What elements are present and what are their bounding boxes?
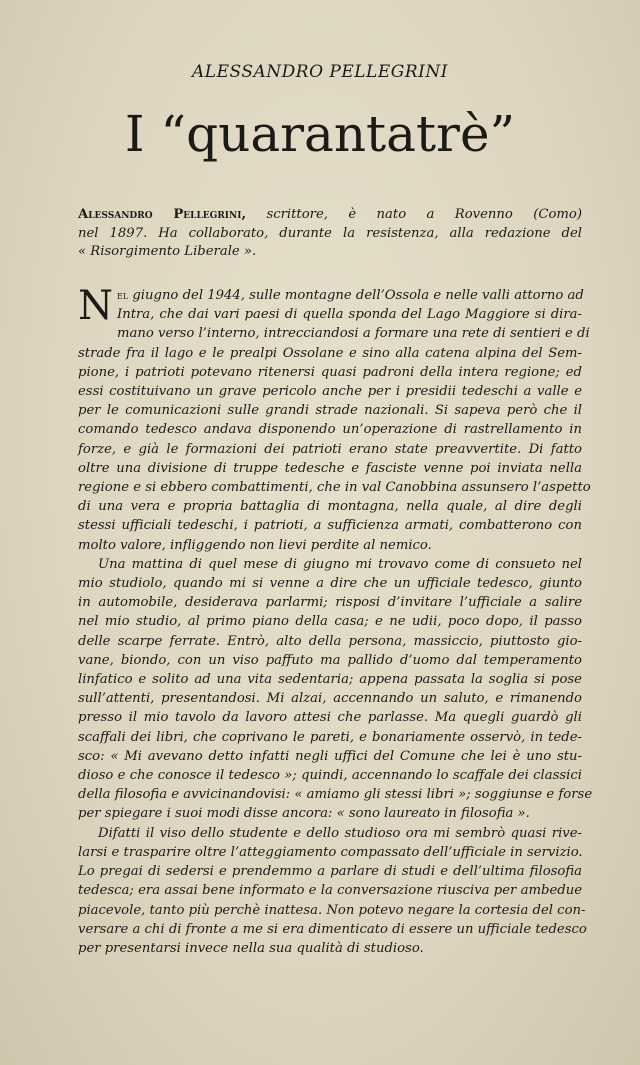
text-line: per le comunicazioni sulle grandi strade nazionali. Si sapeva però che il [78, 403, 582, 419]
text-line: dioso e che conosce il tedesco »; quindi, accennando lo scaffale dei classici [78, 768, 582, 784]
text-line: larsi e trasparire oltre l’atteggiamento compassato dell’ufficiale in servizio. [78, 844, 583, 860]
text-line: presso il mio tavolo da lavoro attesi che parlasse. Ma quegli guardò gli [78, 710, 582, 726]
text-line: pione, i patrioti potevano ritenersi quasi padroni della intera regione; ed [78, 364, 582, 380]
article-body [78, 283, 593, 958]
text-line: delle scarpe ferrate. Entrò, alto della persona, massiccio, piuttosto gio- [78, 633, 582, 649]
text-line: per presentarsi invece nella sua qualità di studioso. [78, 940, 424, 956]
text-line: essi costituivano un grave pericolo anche per i presidii tedeschi a valle e [78, 384, 582, 400]
text-line: nel mio studio, al primo piano della casa; e ne udii, poco dopo, il passo [78, 614, 582, 630]
text-line: strade fra il lago e le prealpi Ossolane e sino alla catena alpina del Sem- [78, 345, 582, 361]
text-line: molto valore, infliggendo non lievi perdite al nemico. [78, 537, 432, 553]
bio-line: nel 1897. Ha collaborato, durante la resistenza, alla redazione del [78, 225, 582, 241]
text-line: Intra, che dai vari paesi di quella sponda del Lago Maggiore si dira- [117, 307, 582, 323]
text-line: versare a chi di fronte a me si era dimenticato di essere un ufficiale tedesco [78, 921, 587, 937]
bio-line: « Risorgimento Liberale ». [78, 244, 257, 259]
bio-line: Alessandro Pellegrini, scrittore, è nato a Rovenno (Como) [78, 207, 582, 222]
chapter-title: I “quarantatrè” [124, 105, 516, 163]
text-line: in automobile, desiderava parlarmi; risposi d’invitare l’ufficiale a salire [78, 595, 582, 611]
text-line: stessi ufficiali tedeschi, i patrioti, a sufficienza armati, combatterono con [78, 518, 582, 534]
text-line: forze, e già le formazioni dei patrioti erano state preavvertite. Di fatto [78, 441, 582, 457]
text-line: mano verso l’interno, intrecciandosi a formare una rete di sentieri e di [117, 326, 590, 342]
text-line: piacevole, tanto più perchè inattesa. Non potevo negare la cortesia del con- [78, 902, 586, 918]
smallcaps-start: el [117, 288, 129, 302]
text-line: sull’attenti, presentandosi. Mi alzai, accennando un saluto, e rimanendo [78, 691, 582, 707]
text-line: regione e si ebbero combattimenti, che in val Canobbina assunsero l’aspetto [78, 480, 591, 496]
text-line: oltre una divisione di truppe tedesche e fasciste venne poi inviata nella [78, 460, 582, 476]
text-line: per spiegare i suoi modi disse ancora: « sono laureato in filosofia ». [78, 806, 530, 822]
text-line: Difatti il viso dello studente e dello studioso ora mi sembrò quasi rive- [98, 825, 582, 841]
bio-author-name: Alessandro Pellegrini, [78, 207, 247, 222]
text-line: linfatico e solito ad una vita sedentaria; appena passata la soglia si pose [78, 672, 582, 688]
text-line: vane, biondo, con un viso paffuto ma pallido d’uomo dal temperamento [78, 652, 582, 668]
text-line: Una mattina di quel mese di giugno mi trovavo come di consueto nel [98, 556, 582, 572]
text-line: mio studiolo, quando mi si venne a dire che un ufficiale tedesco, giunto [78, 576, 582, 592]
text-line: tedesca; era assai bene informato e la conversazione riusciva per ambedue [78, 883, 582, 899]
text-line: della filosofia e avvicinandovisi: « amiamo gli stessi libri »; soggiunse e forse [78, 787, 593, 803]
text-line: comando tedesco andava disponendo un’operazione di rastrellamento in [78, 422, 582, 438]
author-heading: ALESSANDRO PELLEGRINI [192, 62, 448, 82]
text-line: Lo pregai di sedersi e prendemmo a parlare di studi e dell’ultima filosofia [78, 864, 582, 880]
text-line: di una vera e propria battaglia di montagna, nella quale, al dire degli [78, 499, 582, 515]
author-bio [78, 206, 582, 262]
text-line: scaffali dei libri, che coprivano le pareti, e bonariamente osservò, in tede- [78, 729, 582, 745]
drop-cap: N [78, 283, 113, 329]
text-line: sco: « Mi avevano detto infatti negli uffici del Comune che lei è uno stu- [78, 748, 582, 764]
text-line: el giugno del 1944, sulle montagne dell’Ossola e nelle valli attorno ad [117, 288, 584, 303]
